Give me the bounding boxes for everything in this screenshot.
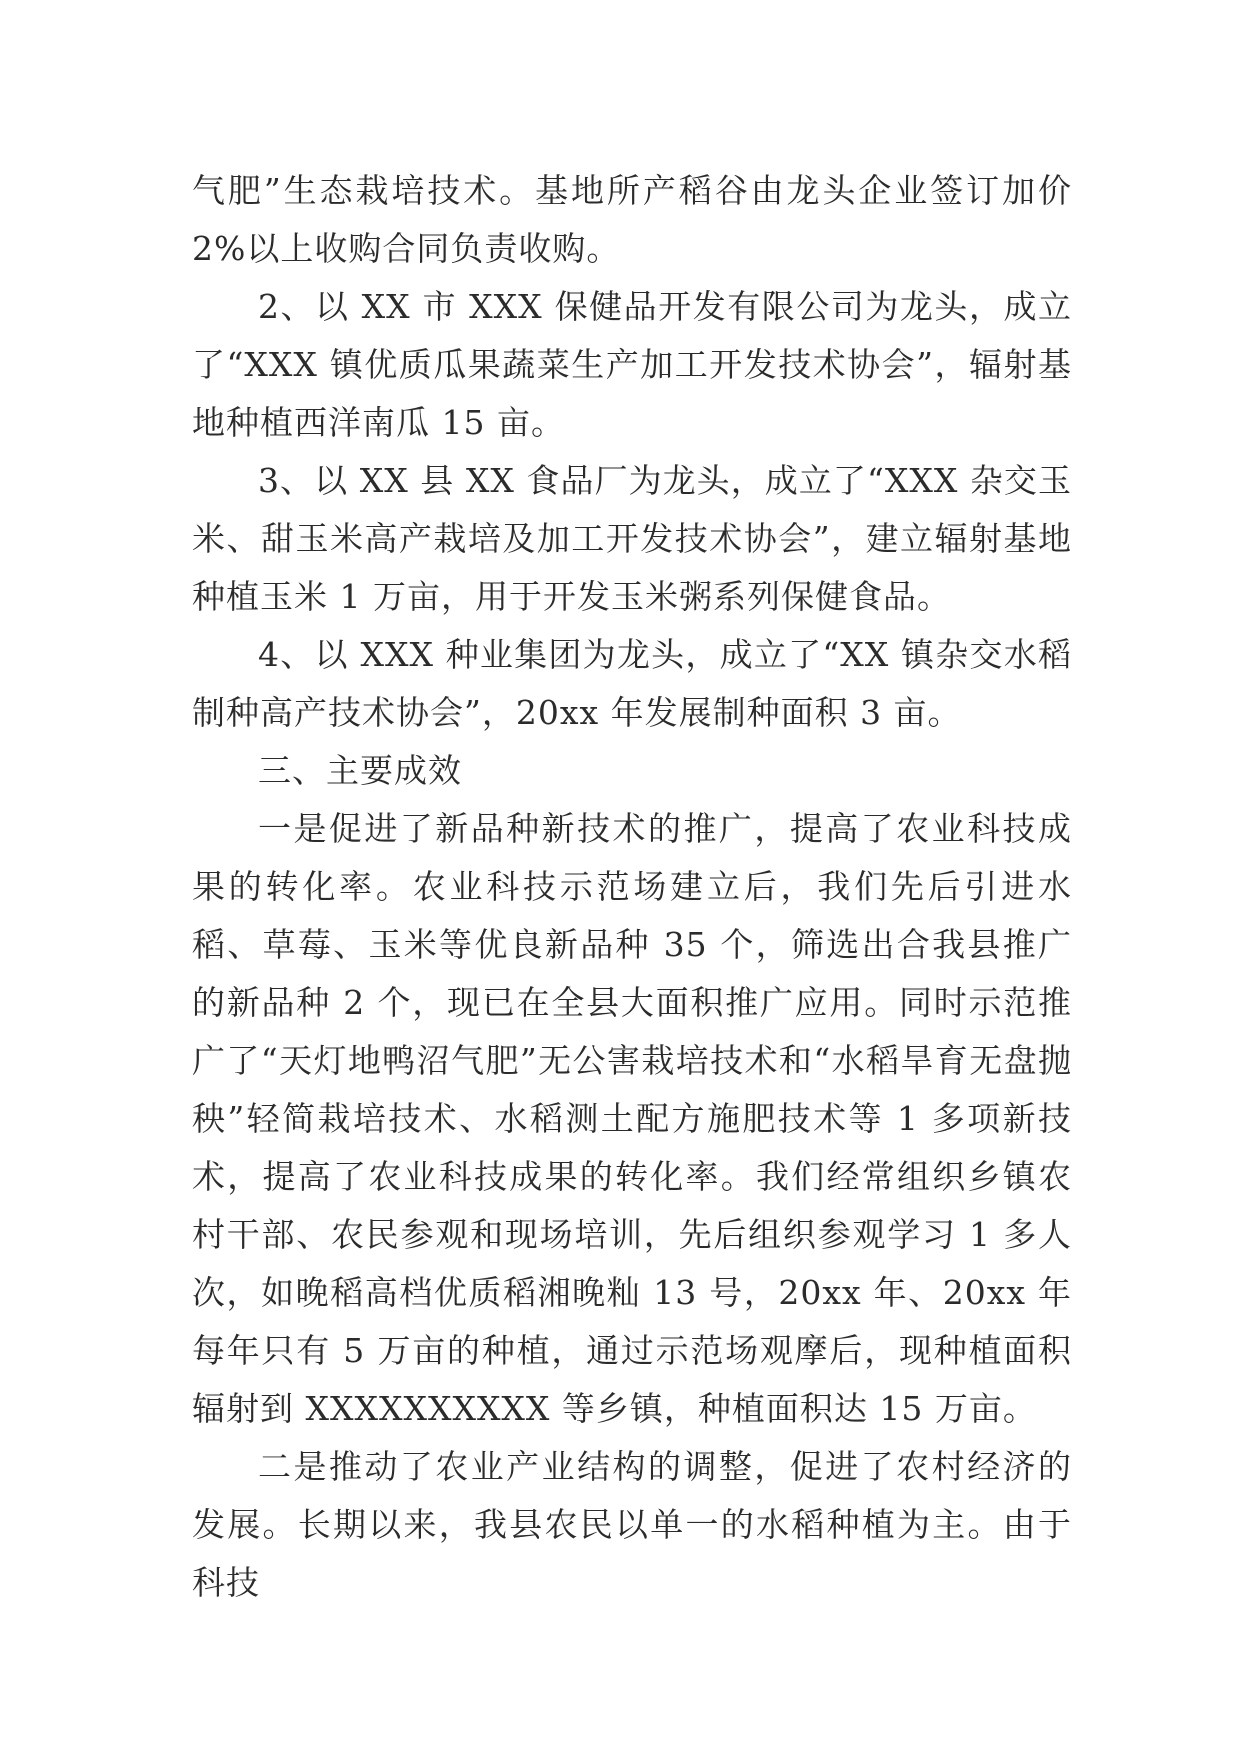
paragraph-item-2: 2、以 XX 市 XXX 保健品开发有限公司为龙头，成立了“XXX 镇优质瓜果蔬菜生产加工开发技术协会”，辐射基地种植西洋南瓜 15 亩。 xyxy=(192,287,1072,442)
section-heading-main-results: 三、主要成效 xyxy=(258,751,462,790)
paragraph-continuation: 气肥”生态栽培技术。基地所产稻谷由龙头企业签订加价 2%以上收购合同负责收购。 xyxy=(192,171,1072,268)
document-body xyxy=(192,162,1072,1612)
paragraph-item-4: 4、以 XXX 种业集团为龙头，成立了“XX 镇杂交水稻制种高产技术协会”，20xx 年发展制种面积 3 亩。 xyxy=(192,635,1072,732)
paragraph-item-3: 3、以 XX 县 XX 食品厂为龙头，成立了“XXX 杂交玉米、甜玉米高产栽培及加工开发技术协会”，建立辐射基地种植玉米 1 万亩，用于开发玉米粥系列保健食品。 xyxy=(192,461,1072,616)
paragraph-result-1: 一是促进了新品种新技术的推广，提高了农业科技成果的转化率。农业科技示范场建立后，我们先后引进水稻、草莓、玉米等优良新品种 35 个，筛选出合我县推广的新品种 2 个，现已在全县大面积推广应用。同时示范推广了“天灯地鸭沼气肥”无公害栽培技术和“水稻旱育无盘抛秧”轻简栽培技术、水稻测土配方施肥技术等 1 多项新技术，提高了农业科技成果的转化率。我们经常组织乡镇农村干部、农民参观和现场培训，先后组织参观学习 1 多人次，如晚稻高档优质稻湘晚籼 13 号，20xx 年、20xx 年每年只有 5 万亩的种植，通过示范场观摩后，现种植面积辐射到 XXXXXXXXXX 等乡镇，种植面积达 15 万亩。 xyxy=(192,809,1072,1428)
paragraph-result-2: 二是推动了农业产业结构的调整，促进了农村经济的发展。长期以来，我县农民以单一的水稻种植为主。由于科技 xyxy=(192,1447,1072,1602)
